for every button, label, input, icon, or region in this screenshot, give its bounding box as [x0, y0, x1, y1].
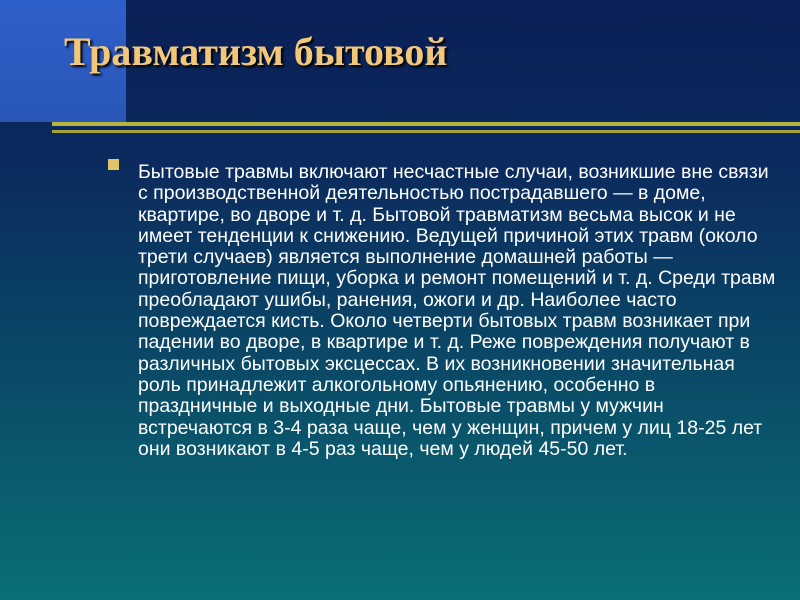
title-divider-lower: [52, 122, 800, 126]
slide-title: Травматизм бытовой: [64, 29, 448, 74]
square-bullet-icon: [108, 159, 119, 170]
title-divider-upper: [52, 130, 800, 133]
slide-body-text: Бытовые травмы включают несчастные случаи, возникшие вне связи с производственной деятельностью пострадавшего — в доме, квартире, во дворе и т. д. Бытовой травматизм весьма высок и не имеет тенденции к снижению. Ведущей причиной этих травм (около трети случаев) является выполнение домашней работы — приготовление пищи, уборка и ремонт помещений и т. д. Среди травм преобладают ушибы, ранения, ожоги и др. Наиболее часто повреждается кисть. Около четверти бытовых травм возникает при падении во дворе, в квартире и т. д. Реже повреждения получают в различных бытовых эксцессах. В их возникновении значительная роль принадлежит алкогольному опьянению, особенно в праздничные и выходные дни. Бытовые травмы у мужчин встречаются в 3-4 раза чаще, чем у женщин, причем у лиц 18-25 лет они возникают в 4-5 раз чаще, чем у людей 45-50 лет.: [138, 161, 776, 460]
